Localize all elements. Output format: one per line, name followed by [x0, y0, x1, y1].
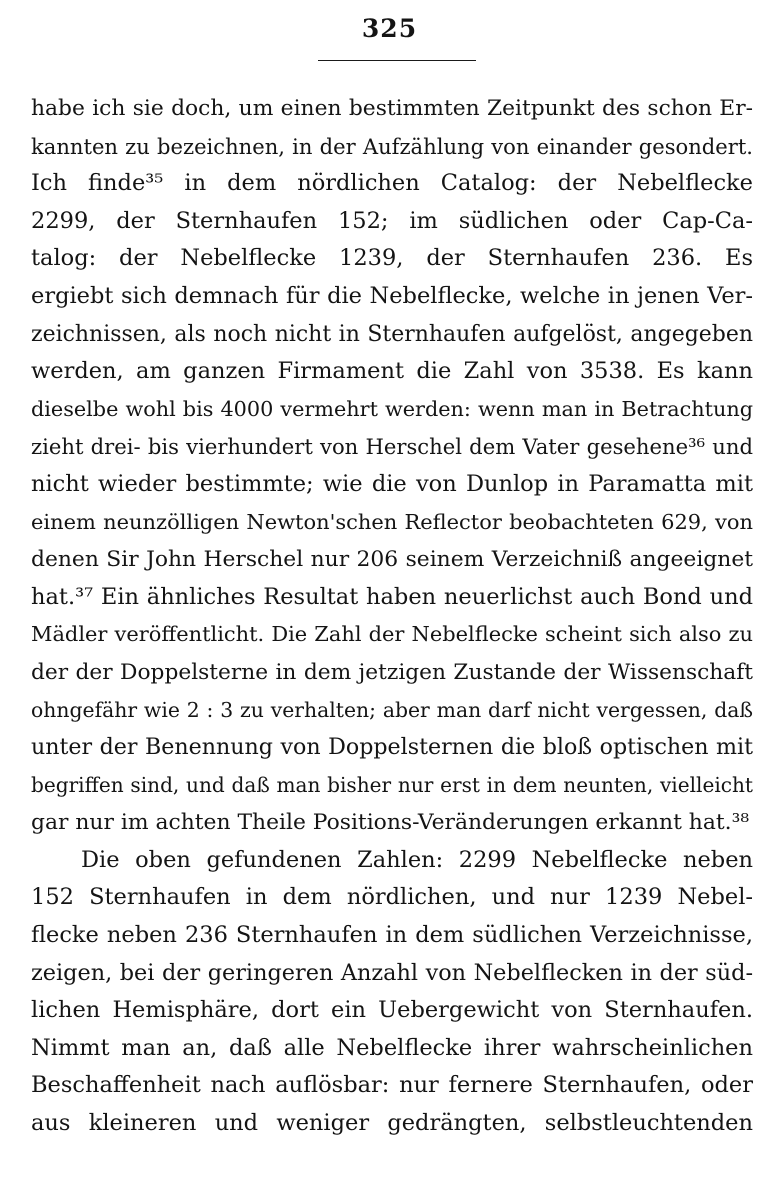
text-line: aus kleineren und weniger gedrängten, selbstleuchtenden [31, 1110, 753, 1137]
text-line: Mädler veröffentlicht. Die Zahl der Nebelflecke scheint sich also zu [31, 622, 753, 647]
text-line: flecke neben 236 Sternhaufen in dem südlichen Verzeichnisse, [31, 922, 753, 949]
text-line: Nimmt man an, daß alle Nebelflecke ihrer wahrscheinlichen [31, 1034, 753, 1061]
header-rule [318, 60, 476, 61]
text-line: habe ich sie doch, um einen bestimmten Zeitpunkt des schon Er- [31, 96, 753, 121]
paragraph-start-line: Die oben gefundenen Zahlen: 2299 Nebelflecke neben [81, 846, 753, 873]
text-line: kannten zu bezeichnen, in der Aufzählung von einander gesondert. [31, 133, 753, 159]
text-line: zeigen, bei der geringeren Anzahl von Nebelflecken in der süd- [31, 959, 753, 986]
text-line: ohngefähr wie 2 : 3 zu verhalten; aber man darf nicht vergessen, daß [31, 697, 753, 722]
text-line: dieselbe wohl bis 4000 vermehrt werden: wenn man in Betrachtung [31, 396, 753, 421]
text-line: ergiebt sich demnach für die Nebelflecke, welche in jenen Ver- [31, 282, 753, 309]
text-line: zieht drei- bis vierhundert von Herschel dem Vater gesehene³⁶ und [31, 434, 753, 460]
text-line: werden, am ganzen Firmament die Zahl von 3538. Es kann [31, 358, 753, 385]
text-line: unter der Benennung von Doppelsternen die bloß optischen mit [31, 734, 753, 761]
body-text [31, 90, 753, 1143]
page-number: 325 [361, 14, 418, 43]
text-line: talog: der Nebelflecke 1239, der Sternhaufen 236. Es [31, 245, 753, 272]
text-line: denen Sir John Herschel nur 206 seinem Verzeichniß angeeignet [31, 547, 753, 573]
text-line: lichen Hemisphäre, dort ein Uebergewicht von Sternhaufen. [31, 997, 753, 1024]
text-line: der der Doppelsterne in dem jetzigen Zustande der Wissenschaft [31, 659, 753, 685]
text-line: zeichnissen, als noch nicht in Sternhaufen aufgelöst, angegeben [31, 321, 753, 347]
text-line: Beschaffenheit nach auflösbar: nur fernere Sternhaufen, oder [31, 1072, 753, 1099]
text-line: 152 Sternhaufen in dem nördlichen, und nur 1239 Nebel- [31, 884, 753, 911]
text-line: nicht wieder bestimmte; wie die von Dunlop in Paramatta mit [31, 470, 753, 497]
text-line: hat.³⁷ Ein ähnliches Resultat haben neuerlichst auch Bond und [31, 583, 753, 610]
paragraph-end-line: gar nur im achten Theile Positions-Veränderungen erkannt hat.³⁸ [31, 810, 750, 836]
text-line: Ich finde³⁵ in dem nördlichen Catalog: der Nebelflecke [31, 170, 753, 197]
text-line: einem neunzölligen Newton'schen Reflector beobachteten 629, von [31, 509, 753, 534]
text-line: 2299, der Sternhaufen 152; im südlichen oder Cap-Ca- [31, 207, 753, 234]
text-line: begriffen sind, und daß man bisher nur erst in dem neunten, vielleicht [31, 772, 753, 797]
